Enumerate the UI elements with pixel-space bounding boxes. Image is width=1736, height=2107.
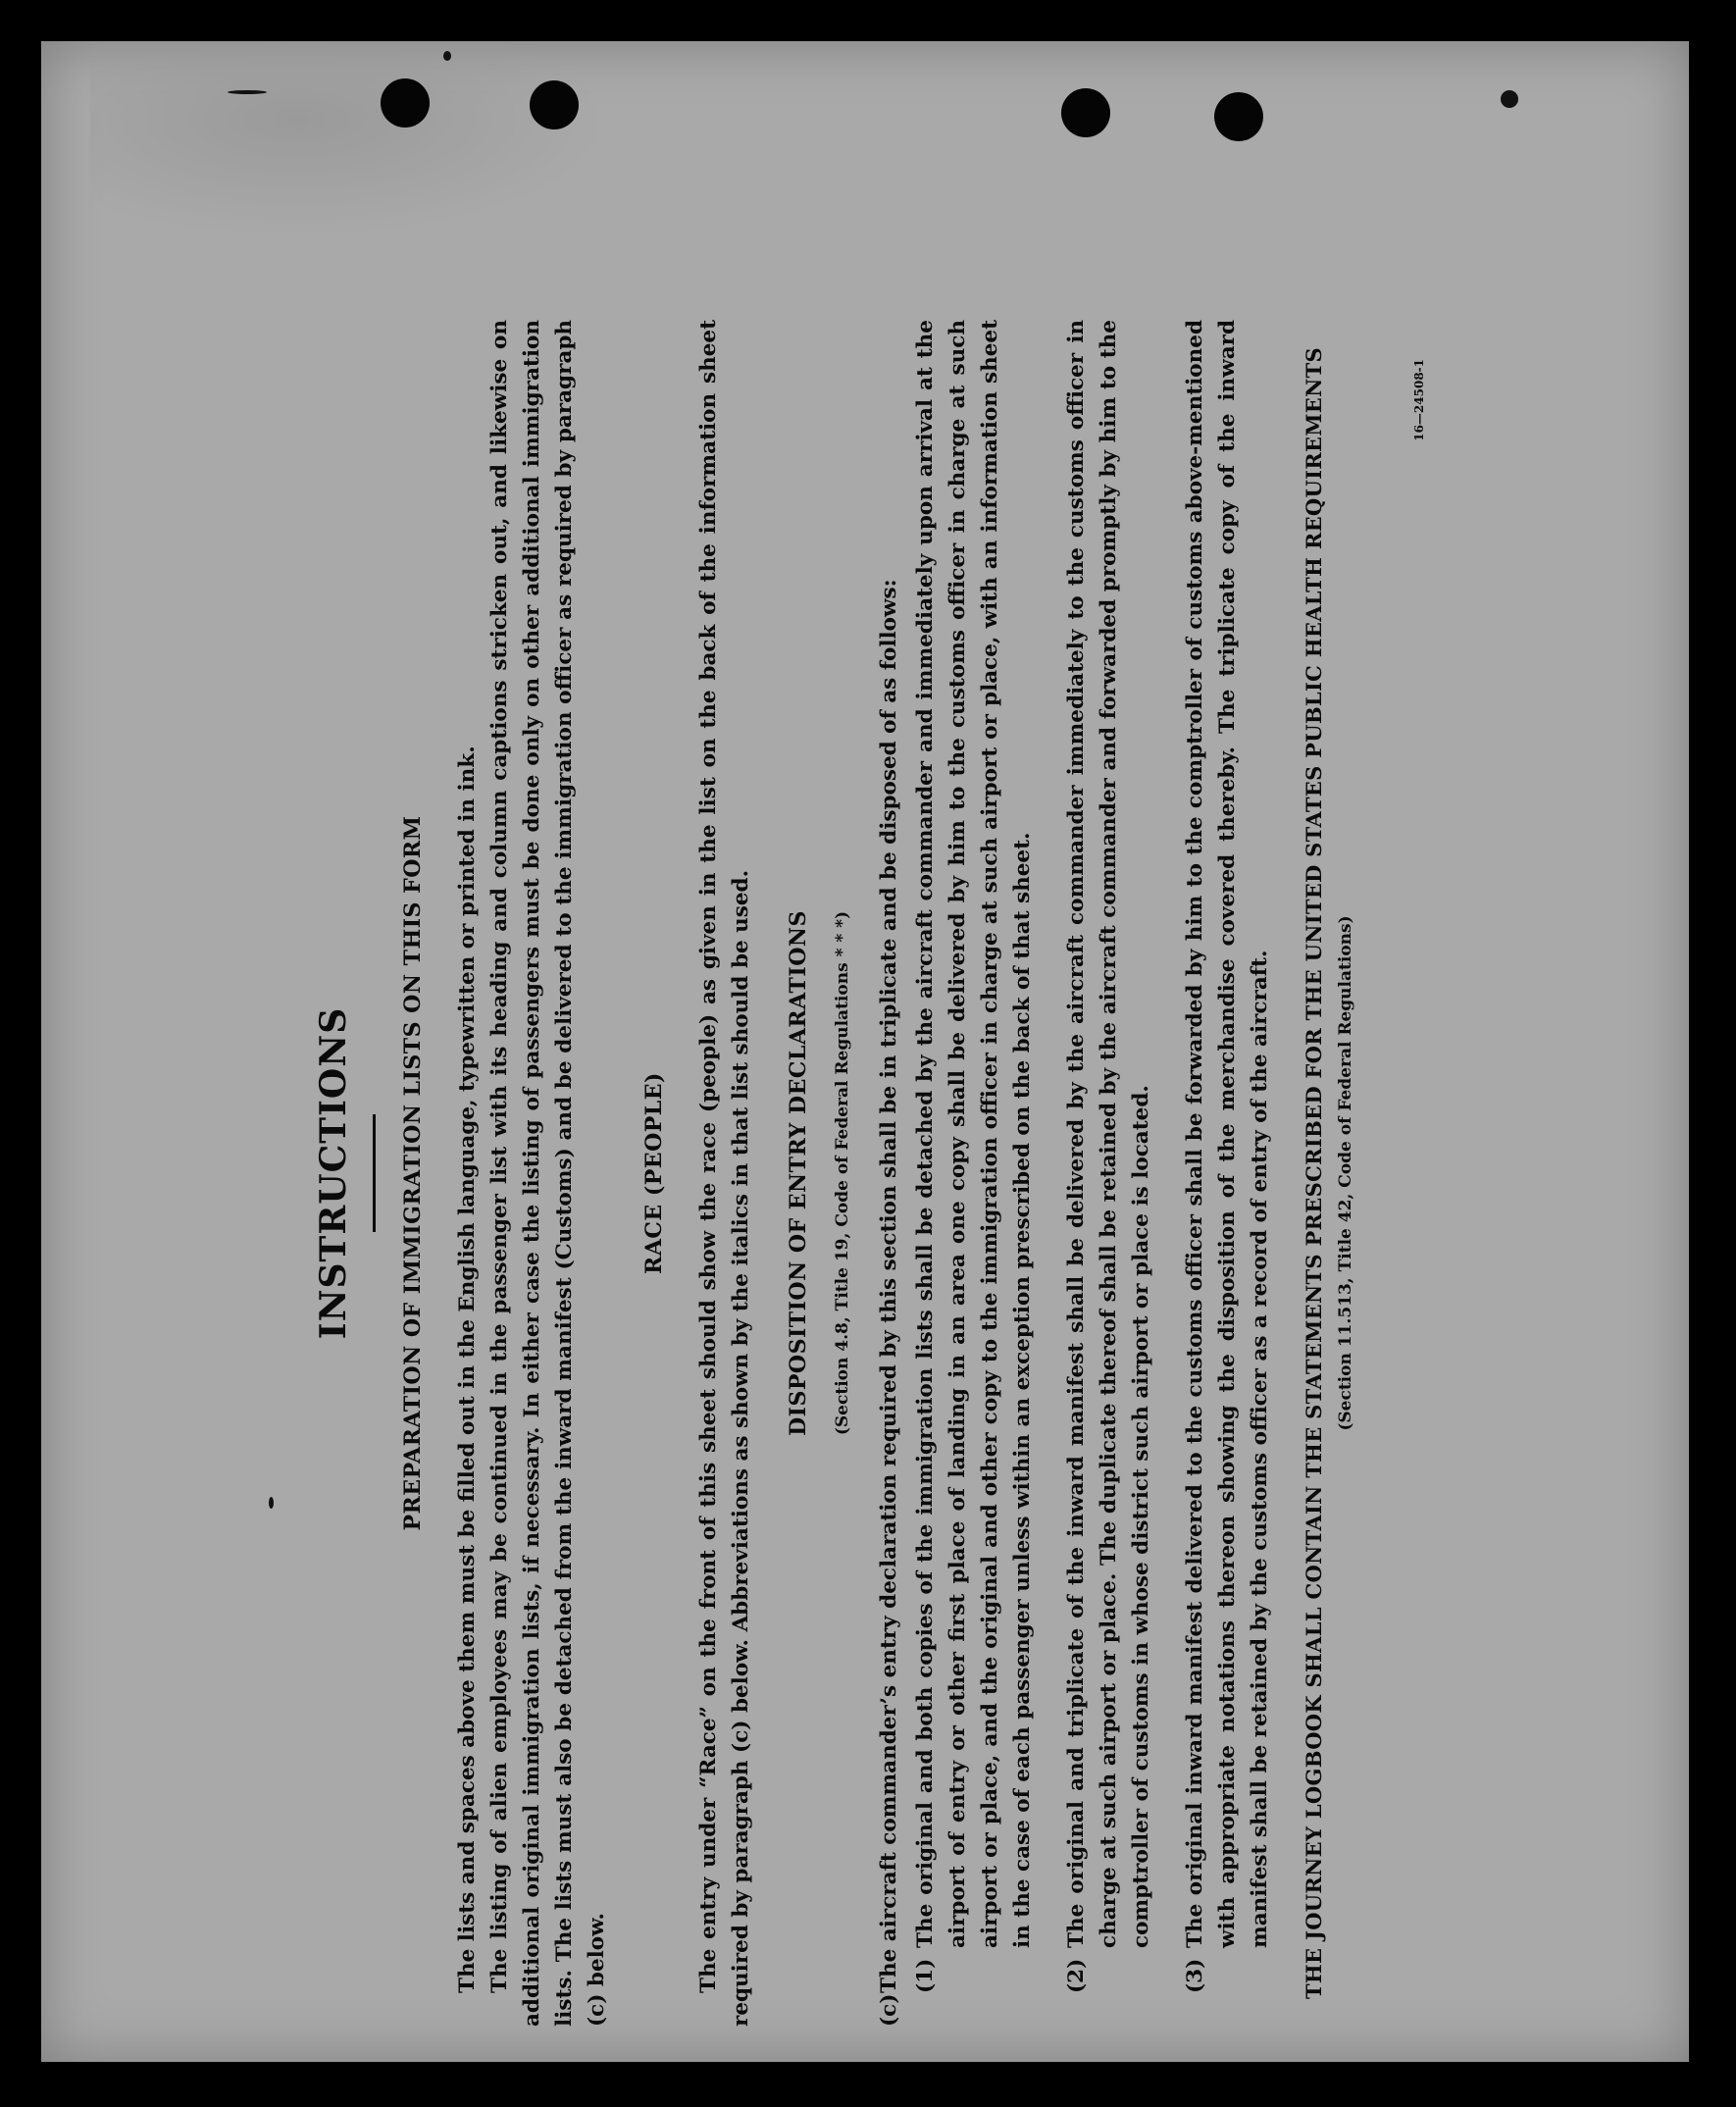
item-number: (2)	[1064, 1958, 1089, 1993]
instructions-text	[312, 320, 1440, 2027]
document-sheet	[41, 41, 1689, 2062]
document-title: INSTRUCTIONS	[313, 1006, 354, 1340]
footer-statement: THE JOURNEY LOGBOOK SHALL CONTAIN THE STATEMENTS PRESCRIBED FOR THE UNITED STATES PUBLIC HEALTH REQUIREMENTS	[1302, 346, 1326, 2000]
item-number: (3)	[1183, 1958, 1207, 1993]
list-item	[1060, 320, 1157, 1993]
punch-hole	[1061, 88, 1110, 137]
smudge-mark	[90, 41, 610, 237]
section-heading-disposition: DISPOSITION OF ENTRY DECLARATIONS	[786, 910, 811, 1436]
clause-text: The aircraft commander’s entry declaration required by this section shall be in triplicate and be disposed of as follows:	[877, 579, 901, 1993]
list-item	[909, 320, 1039, 1993]
punch-hole	[381, 78, 430, 128]
section-citation: (Section 4.8, Title 19, Code of Federal Regulations * * *)	[833, 910, 852, 1436]
paragraph-race-entry: The entry under “Race” on the front of this sheet should show the race (people) as given in the list on the back of the information sheet required by paragraph (c) below. Abbreviations as shown by the italics in that list should be used.	[696, 320, 753, 2027]
speck	[443, 51, 451, 61]
item-text: The original and triplicate of the inward manifest shall be delivered by the aircraft commander immediately to the customs officer in charge at such airport or place. The duplicate thereof shall be retained by the aircraft commander and forwarded promptly by him to the comptroller of customs in whose district such airport or place is located.	[1064, 320, 1153, 1948]
speck	[269, 1497, 274, 1509]
footer-citation: (Section 11.513, Title 42, Code of Federal Regulations)	[1336, 915, 1355, 1431]
form-number: 16—24508-1	[1412, 359, 1426, 441]
section-heading-race: RACE (PEOPLE)	[641, 1072, 667, 1274]
title-underline	[373, 1114, 376, 1232]
clause-c	[873, 320, 905, 2027]
disposition-items	[909, 320, 1276, 2027]
punch-hole	[530, 80, 579, 129]
speck	[1501, 90, 1518, 108]
paragraph-lists-filled: The lists and spaces above them must be filled out in the English language, typewritten or printed in ink.	[455, 745, 480, 1993]
speck	[228, 90, 267, 94]
list-item	[1179, 320, 1276, 1993]
section-heading-preparation: PREPARATION OF IMMIGRATION LISTS ON THIS FORM	[400, 815, 426, 1531]
item-text: The original inward manifest delivered to the customs officer shall be forwarded by him to the comptroller of customs above-mentioned with appropriate notations thereon showing the disposition of the merchandise covered thereby. The triplicate copy of the inward manifest shall be retained by the customs officer as a record of entry of the aircraft.	[1183, 320, 1272, 1948]
clause-label: (c)	[877, 1993, 901, 2027]
punch-hole	[1214, 92, 1263, 141]
paragraph-alien-employees: The listing of alien employees may be continued in the passenger list with its heading and column captions stricken out, and likewise on additional original immigration lists, if necessary. In either case the listing of passengers must be done only on other additional immigration lists. The lists must also be detached from the inward manifest (Customs) and be delivered to the immigration officer as required by paragraph (c) below.	[487, 320, 609, 2027]
item-text: The original and both copies of the immigration lists shall be detached by the aircraft commander and immediately upon arrival at the airport of entry or other first place of landing in an area one copy shall be delivered by him to the customs officer in charge at such airport or place, and the original and other copy to the immigration officer in charge at such airport or place, with an information sheet in the case of each passenger unless within an exception prescribed on the back of that sheet.	[913, 320, 1035, 1948]
item-number: (1)	[913, 1958, 938, 1993]
